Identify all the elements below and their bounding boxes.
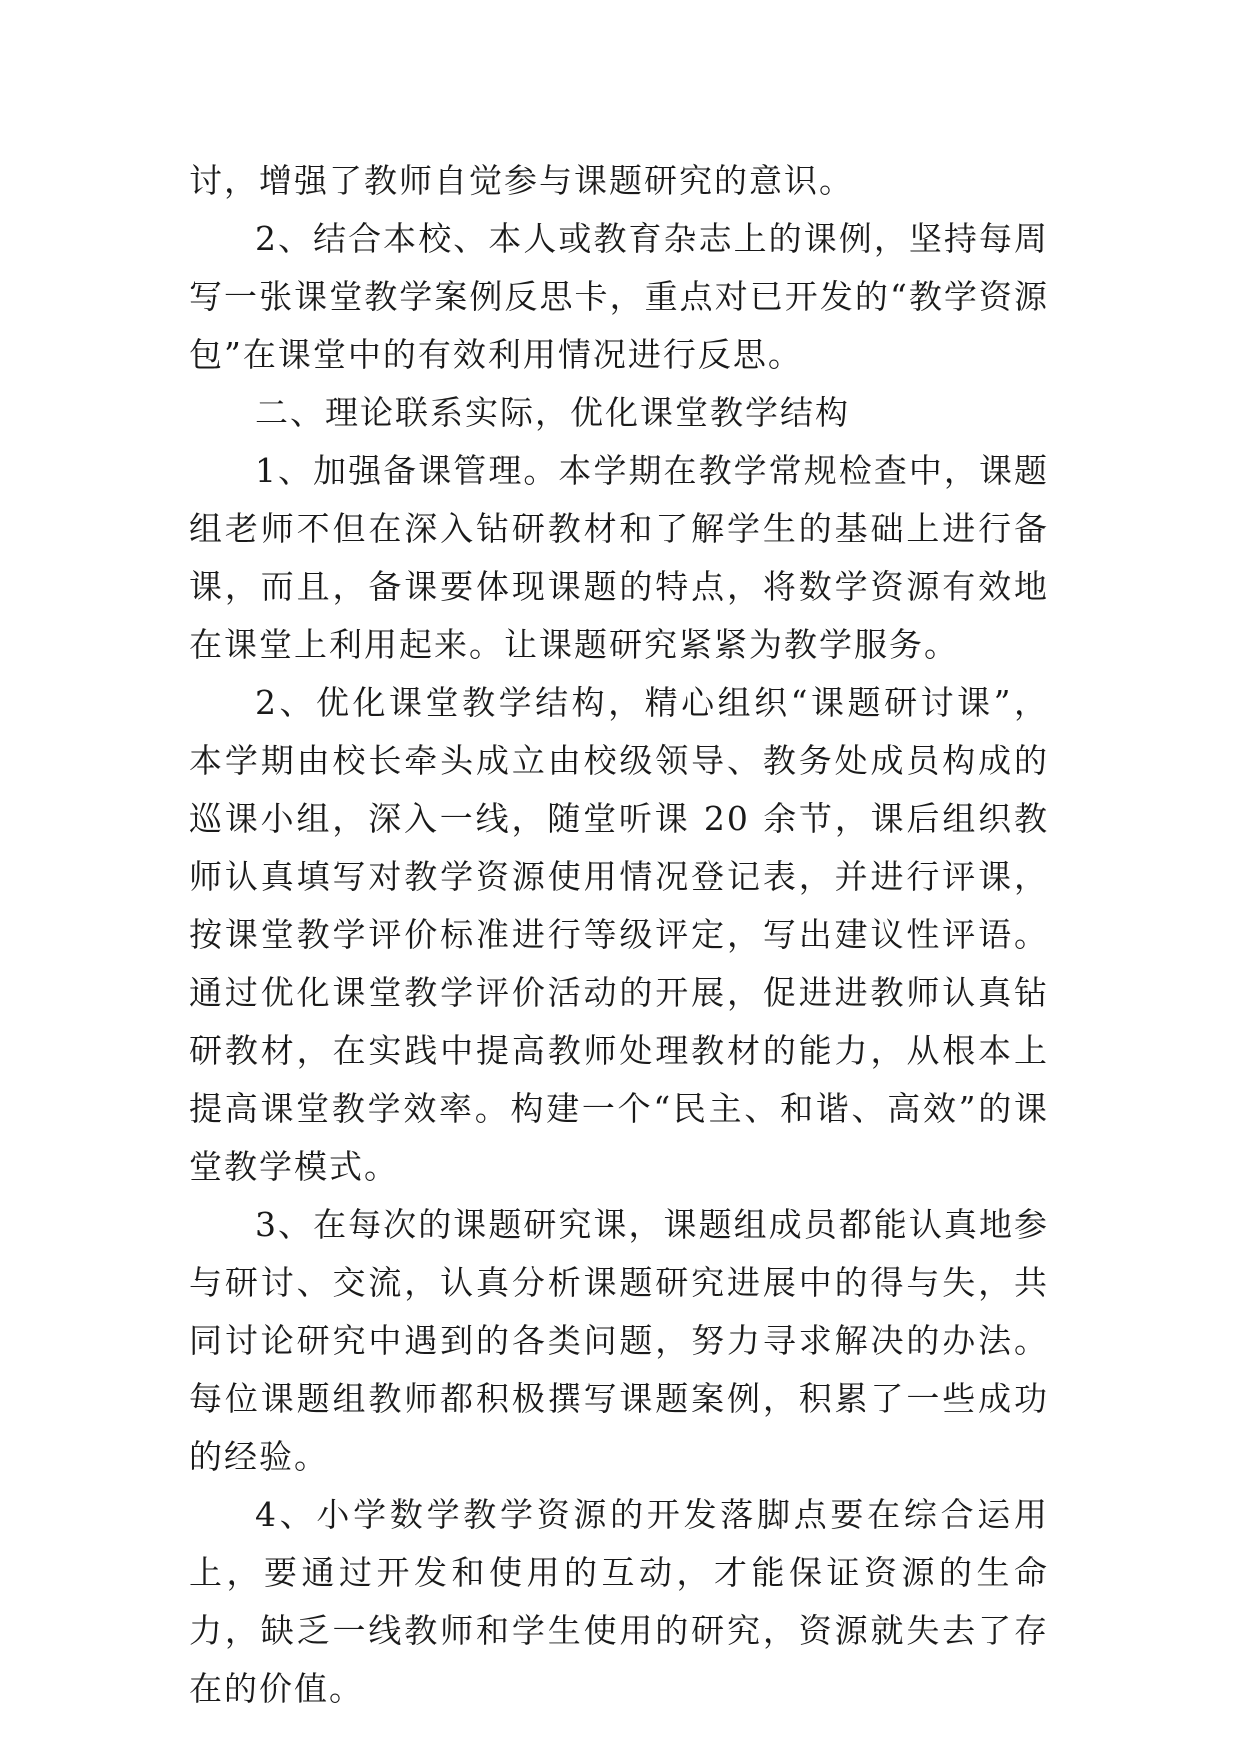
paragraph-continuation: 讨，增强了教师自觉参与课题研究的意识。: [189, 161, 854, 200]
paragraph-item-3-research: 3、在每次的课题研究课，课题组成员都能认真地参与研讨、交流，认真分析课题研究进展中的得与失，共同讨论研究中遇到的各类问题，努力寻求解决的办法。每位课题组教师都积极撰写课题案例，积累了一些成功的经验。: [189, 1205, 1049, 1476]
paragraph-item-2-optimize: 2、优化课堂教学结构，精心组织“课题研讨课”，本学期由校长牵头成立由校级领导、教务处成员构成的巡课小组，深入一线，随堂听课 20 余节，课后组织教师认真填写对教学资源使用情况登记表，并进行评课，按课堂教学评价标准进行等级评定，写出建议性评语。通过优化课堂教学评价活动的开展，促进进教师认真钻研教材，在实践中提高教师处理教材的能力，从根本上提高课堂教学效率。构建一个“民主、和谐、高效”的课堂教学模式。: [189, 683, 1049, 1186]
paragraph-item-1-lesson-prep: 1、加强备课管理。本学期在教学常规检查中，课题组老师不但在深入钻研教材和了解学生的基础上进行备课，而且，备课要体现课题的特点，将数学资源有效地在课堂上利用起来。让课题研究紧紧为教学服务。: [189, 451, 1049, 664]
document-body: [189, 152, 1049, 1718]
section-heading-2: 二、理论联系实际，优化课堂教学结构: [255, 393, 850, 432]
paragraph-item-4-resources: 4、小学数学教学资源的开发落脚点要在综合运用上，要通过开发和使用的互动，才能保证资源的生命力，缺乏一线教师和学生使用的研究，资源就失去了存在的价值。: [189, 1495, 1049, 1708]
paragraph-item-2-reflection: 2、结合本校、本人或教育杂志上的课例，坚持每周写一张课堂教学案例反思卡，重点对已开发的“教学资源包”在课堂中的有效利用情况进行反思。: [189, 219, 1049, 374]
